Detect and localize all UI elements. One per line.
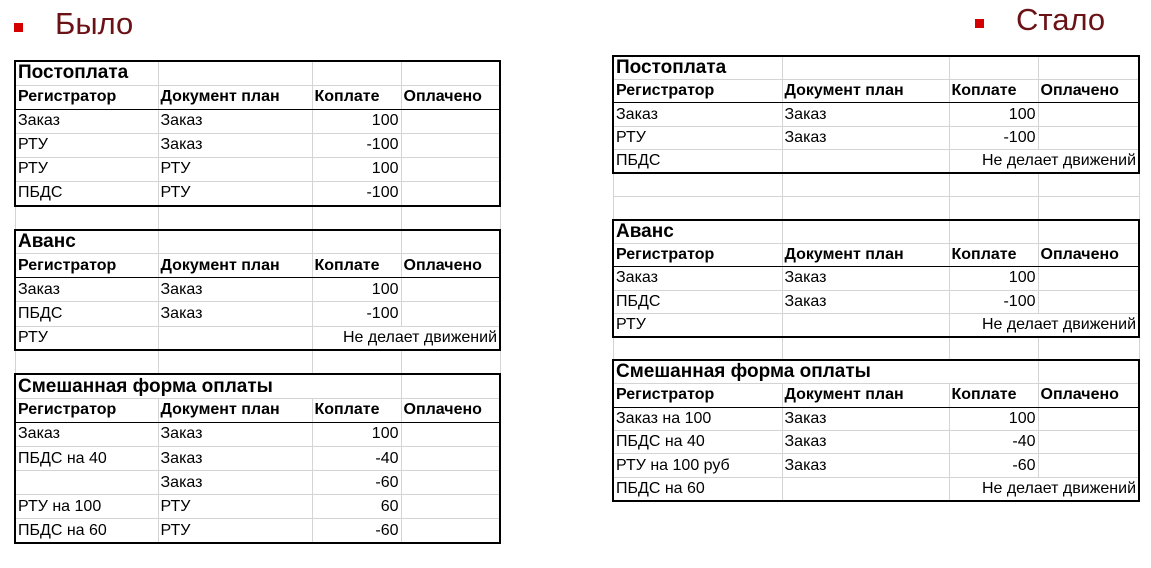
empty-row	[15, 350, 500, 374]
to-pay-cell[interactable]: -40	[949, 431, 1038, 454]
plan-document-cell[interactable]: РТУ	[158, 495, 312, 519]
column-header[interactable]: Коплате	[949, 243, 1038, 266]
column-header-row	[613, 80, 1139, 103]
plan-document-cell[interactable]	[782, 150, 949, 173]
empty-cell[interactable]	[1038, 173, 1139, 196]
empty-cell[interactable]	[613, 196, 782, 219]
table-row	[613, 431, 1139, 454]
heading-after	[975, 0, 1105, 40]
empty-cell[interactable]	[949, 196, 1038, 219]
plan-document-cell[interactable]: Заказ	[782, 103, 949, 126]
column-header[interactable]: Регистратор	[15, 398, 158, 422]
empty-cell[interactable]	[949, 56, 1038, 80]
table-row	[15, 133, 500, 157]
empty-cell[interactable]	[401, 206, 500, 230]
column-header-row	[15, 398, 500, 422]
empty-cell[interactable]	[1038, 196, 1139, 219]
block-title-row	[613, 360, 1139, 384]
paid-cell[interactable]	[401, 181, 500, 205]
block-title[interactable]: Смешанная форма оплаты	[613, 360, 1038, 384]
plan-document-cell[interactable]: Заказ	[158, 278, 312, 302]
registrar-cell[interactable]: Заказ	[613, 267, 782, 290]
block-title[interactable]: Аванс	[613, 220, 782, 244]
column-header[interactable]: Коплате	[312, 85, 401, 109]
column-header[interactable]: Коплате	[949, 80, 1038, 103]
note-cell[interactable]: Не делает движений	[949, 150, 1139, 173]
empty-cell[interactable]	[782, 173, 949, 196]
plan-document-cell[interactable]	[782, 314, 949, 337]
column-header[interactable]: Коплате	[949, 384, 1038, 407]
table-row	[613, 454, 1139, 477]
block-title[interactable]: Постоплата	[613, 56, 782, 80]
empty-cell[interactable]	[1038, 337, 1139, 360]
column-header[interactable]: Оплачено	[401, 398, 500, 422]
paid-cell[interactable]	[401, 495, 500, 519]
empty-cell[interactable]	[15, 206, 158, 230]
registrar-cell[interactable]	[15, 471, 158, 495]
table-row	[613, 407, 1139, 430]
paid-cell[interactable]	[1038, 126, 1139, 149]
empty-cell[interactable]	[312, 350, 401, 374]
heading-after-text: Стало	[1016, 2, 1106, 37]
empty-cell[interactable]	[949, 173, 1038, 196]
paid-cell[interactable]	[401, 133, 500, 157]
empty-cell[interactable]	[949, 337, 1038, 360]
empty-cell[interactable]	[312, 61, 401, 85]
table-row	[613, 477, 1139, 500]
column-header[interactable]: Документ план	[158, 254, 312, 278]
empty-cell[interactable]	[613, 173, 782, 196]
plan-document-cell[interactable]: Заказ	[158, 109, 312, 133]
to-pay-cell[interactable]: 100	[312, 109, 401, 133]
note-cell[interactable]: Не делает движений	[949, 477, 1139, 500]
to-pay-cell[interactable]: -100	[949, 126, 1038, 149]
table-row	[15, 278, 500, 302]
registrar-cell[interactable]: РТУ	[613, 314, 782, 337]
to-pay-cell[interactable]: 100	[312, 422, 401, 446]
paid-cell[interactable]	[1038, 407, 1139, 430]
paid-cell[interactable]	[401, 157, 500, 181]
heading-before	[14, 4, 133, 44]
paid-cell[interactable]	[1038, 103, 1139, 126]
empty-cell[interactable]	[782, 196, 949, 219]
paid-cell[interactable]	[1038, 290, 1139, 313]
square-bullet-icon	[14, 23, 23, 32]
empty-cell[interactable]	[949, 220, 1038, 244]
plan-document-cell[interactable]: РТУ	[158, 181, 312, 205]
registrar-cell[interactable]: РТУ	[15, 326, 158, 350]
to-pay-cell[interactable]: -100	[949, 290, 1038, 313]
column-header-row	[15, 254, 500, 278]
registrar-cell[interactable]: Заказ на 100	[613, 407, 782, 430]
plan-document-cell[interactable]: Заказ	[158, 471, 312, 495]
empty-row	[613, 196, 1139, 219]
table-row	[613, 314, 1139, 337]
block-title[interactable]: Смешанная форма оплаты	[15, 374, 401, 398]
registrar-cell[interactable]: РТУ	[15, 157, 158, 181]
registrar-cell[interactable]: Заказ	[15, 278, 158, 302]
table-row	[15, 519, 500, 543]
column-header[interactable]: Документ план	[782, 384, 949, 407]
block-title[interactable]: Аванс	[15, 230, 158, 254]
to-pay-cell[interactable]: 100	[949, 103, 1038, 126]
to-pay-cell[interactable]: -60	[312, 471, 401, 495]
empty-row	[15, 206, 500, 230]
column-header[interactable]: Регистратор	[613, 384, 782, 407]
table-row	[15, 302, 500, 326]
plan-document-cell[interactable]: Заказ	[782, 126, 949, 149]
plan-document-cell[interactable]: Заказ	[782, 431, 949, 454]
to-pay-cell[interactable]: 100	[949, 267, 1038, 290]
registrar-cell[interactable]: ПБДС	[15, 302, 158, 326]
column-header[interactable]: Оплачено	[1038, 384, 1139, 407]
to-pay-cell[interactable]: 100	[312, 278, 401, 302]
empty-cell[interactable]	[782, 56, 949, 80]
table-row	[613, 103, 1139, 126]
column-header[interactable]: Документ план	[158, 398, 312, 422]
plan-document-cell[interactable]: Заказ	[782, 267, 949, 290]
registrar-cell[interactable]: ПБДС на 40	[15, 447, 158, 471]
registrar-cell[interactable]: РТУ на 100 руб	[613, 454, 782, 477]
registrar-cell[interactable]: РТУ	[613, 126, 782, 149]
empty-cell[interactable]	[1038, 360, 1139, 384]
registrar-cell[interactable]: РТУ	[15, 133, 158, 157]
table-row	[15, 109, 500, 133]
table-row	[15, 471, 500, 495]
note-cell[interactable]: Не делает движений	[949, 314, 1139, 337]
column-header[interactable]: Регистратор	[15, 85, 158, 109]
registrar-cell[interactable]: Заказ	[15, 422, 158, 446]
empty-cell[interactable]	[158, 350, 312, 374]
table-row	[15, 422, 500, 446]
plan-document-cell[interactable]: РТУ	[158, 157, 312, 181]
empty-cell[interactable]	[1038, 56, 1139, 80]
column-header-row	[613, 243, 1139, 266]
to-pay-cell[interactable]: -60	[312, 519, 401, 543]
column-header[interactable]: Оплачено	[401, 254, 500, 278]
after-spreadsheet	[612, 55, 1140, 502]
empty-cell[interactable]	[15, 350, 158, 374]
plan-document-cell[interactable]	[782, 477, 949, 500]
table-row	[613, 267, 1139, 290]
column-header[interactable]: Оплачено	[1038, 80, 1139, 103]
paid-cell[interactable]	[401, 447, 500, 471]
empty-row	[613, 337, 1139, 360]
note-cell[interactable]: Не делает движений	[312, 326, 500, 350]
empty-row	[613, 173, 1139, 196]
registrar-cell[interactable]: ПБДС	[613, 150, 782, 173]
column-header[interactable]: Регистратор	[15, 254, 158, 278]
column-header[interactable]: Документ план	[782, 243, 949, 266]
empty-cell[interactable]	[312, 230, 401, 254]
empty-cell[interactable]	[312, 206, 401, 230]
column-header-row	[613, 384, 1139, 407]
plan-document-cell[interactable]: Заказ	[782, 407, 949, 430]
paid-cell[interactable]	[401, 109, 500, 133]
column-header[interactable]: Коплате	[312, 254, 401, 278]
empty-cell[interactable]	[401, 374, 500, 398]
registrar-cell[interactable]: Заказ	[613, 103, 782, 126]
registrar-cell[interactable]: ПБДС на 40	[613, 431, 782, 454]
registrar-cell[interactable]: ПБДС на 60	[613, 477, 782, 500]
plan-document-cell[interactable]: Заказ	[782, 290, 949, 313]
plan-document-cell[interactable]: Заказ	[158, 302, 312, 326]
empty-cell[interactable]	[1038, 220, 1139, 244]
column-header[interactable]: Коплате	[312, 398, 401, 422]
to-pay-cell[interactable]: 100	[949, 407, 1038, 430]
registrar-cell[interactable]: ПБДС	[613, 290, 782, 313]
paid-cell[interactable]	[401, 278, 500, 302]
table-row	[15, 495, 500, 519]
square-bullet-icon	[975, 19, 984, 28]
to-pay-cell[interactable]: 60	[312, 495, 401, 519]
block-title[interactable]: Постоплата	[15, 61, 158, 85]
heading-before-text: Было	[55, 6, 134, 41]
empty-cell[interactable]	[158, 230, 312, 254]
paid-cell[interactable]	[401, 302, 500, 326]
plan-document-cell[interactable]: Заказ	[782, 454, 949, 477]
to-pay-cell[interactable]: -40	[312, 447, 401, 471]
empty-cell[interactable]	[158, 206, 312, 230]
to-pay-cell[interactable]: -100	[312, 181, 401, 205]
paid-cell[interactable]	[1038, 431, 1139, 454]
table-row	[15, 447, 500, 471]
to-pay-cell[interactable]: -100	[312, 302, 401, 326]
empty-cell[interactable]	[401, 61, 500, 85]
table-row	[15, 181, 500, 205]
column-header[interactable]: Документ план	[158, 85, 312, 109]
column-header[interactable]: Документ план	[782, 80, 949, 103]
table-row	[613, 290, 1139, 313]
table-row	[15, 326, 500, 350]
before-spreadsheet	[14, 60, 501, 544]
plan-document-cell[interactable]: Заказ	[158, 133, 312, 157]
block-title-row	[613, 220, 1139, 244]
to-pay-cell[interactable]: 100	[312, 157, 401, 181]
paid-cell[interactable]	[1038, 454, 1139, 477]
block-title-row	[15, 61, 500, 85]
to-pay-cell[interactable]: -100	[312, 133, 401, 157]
paid-cell[interactable]	[1038, 267, 1139, 290]
table-row	[613, 150, 1139, 173]
registrar-cell[interactable]: ПБДС на 60	[15, 519, 158, 543]
plan-document-cell[interactable]: Заказ	[158, 447, 312, 471]
block-title-row	[15, 374, 500, 398]
empty-cell[interactable]	[401, 350, 500, 374]
column-header[interactable]: Регистратор	[613, 243, 782, 266]
empty-cell[interactable]	[613, 337, 782, 360]
plan-document-cell[interactable]: РТУ	[158, 519, 312, 543]
paid-cell[interactable]	[401, 471, 500, 495]
column-header[interactable]: Оплачено	[401, 85, 500, 109]
empty-cell[interactable]	[782, 337, 949, 360]
block-title-row	[613, 56, 1139, 80]
registrar-cell[interactable]: РТУ на 100	[15, 495, 158, 519]
empty-cell[interactable]	[782, 220, 949, 244]
registrar-cell[interactable]: Заказ	[15, 109, 158, 133]
column-header[interactable]: Оплачено	[1038, 243, 1139, 266]
column-header-row	[15, 85, 500, 109]
table-row	[15, 157, 500, 181]
to-pay-cell[interactable]: -60	[949, 454, 1038, 477]
registrar-cell[interactable]: ПБДС	[15, 181, 158, 205]
block-title-row	[15, 230, 500, 254]
plan-document-cell[interactable]: Заказ	[158, 422, 312, 446]
table-row	[613, 126, 1139, 149]
paid-cell[interactable]	[401, 519, 500, 543]
paid-cell[interactable]	[401, 422, 500, 446]
empty-cell[interactable]	[158, 61, 312, 85]
column-header[interactable]: Регистратор	[613, 80, 782, 103]
empty-cell[interactable]	[401, 230, 500, 254]
plan-document-cell[interactable]	[158, 326, 312, 350]
